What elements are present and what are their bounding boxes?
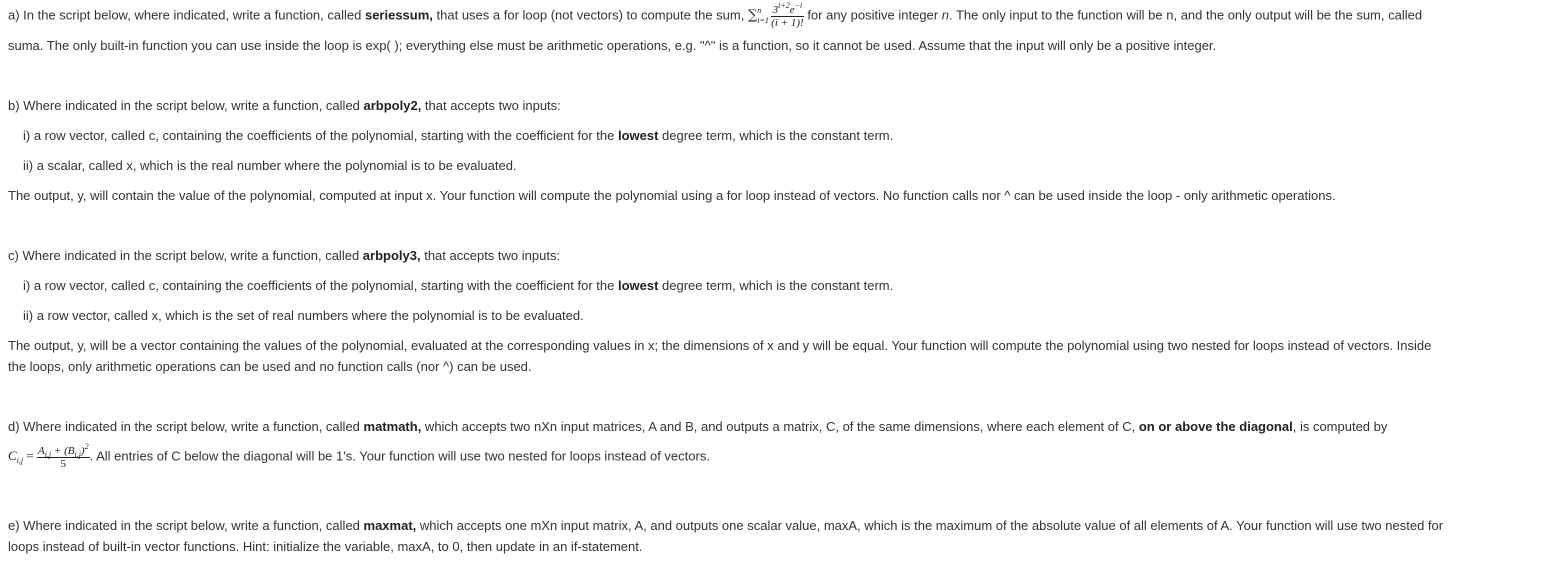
part-e-function-name: maxmat, (363, 518, 417, 533)
part-a-line-2: suma. The only built-in function you can use inside the loop is exp( ); everything else must be arithmetic operations, e.g. "^" is a function, so it cannot be used. Assume that the input will only be a positive integer. (8, 38, 1217, 53)
sigma-symbol: ∑ (747, 8, 758, 24)
series-fraction (771, 1, 804, 29)
part-a-function-name: seriessum, (364, 7, 433, 23)
sum-upper-limit: n (757, 6, 762, 15)
part-c-input-ii: ii) a row vector, called x, which is the set of real numbers where the polynomial is to be evaluated. (23, 308, 584, 323)
matmath-denominator: 5 (60, 458, 67, 470)
matmath-formula: $C_{i,j}$ = $\frac{A_{i,j} + (B_{i,j})^2}{5}$ (8, 442, 89, 470)
part-d-line-2 (8, 442, 710, 470)
part-b-input-i: i) a row vector, called c, containing the coefficients of the polynomial, starting with the coefficient for the lowest degree term, which is the constant term. (23, 128, 894, 143)
part-e-line-2: loops instead of built-in vector functions. Hint: initialize the variable, maxA, to 0, then update in an if-statement. (8, 539, 643, 554)
part-d-function-name: matmath, (363, 419, 422, 434)
part-a-intro: a) In the script below, where indicated, write a function, called (8, 7, 365, 23)
matmath-fraction (37, 442, 90, 470)
part-c-input-i: i) a row vector, called c, containing the coefficients of the polynomial, starting with the coefficient for the lowest degree term, which is the constant term. (23, 278, 894, 293)
sum-lower-limit: i=1 (757, 16, 769, 25)
part-d-line-1: d) Where indicated in the script below, write a function, called matmath, which accepts two nXn input matrices, A and B, and outputs a matrix, C, of the same dimensions, where each element of C, on or above the diagonal, is computed by (8, 419, 1388, 434)
part-b-output: The output, y, will contain the value of the polynomial, computed at input x. Your function will compute the polynomial using a for loop instead of vectors. No function calls nor ^ can be used inside the loop - only arithmetic operations. (8, 188, 1336, 203)
part-b-input-ii: ii) a scalar, called x, which is the real number where the polynomial is to be evaluated. (23, 158, 517, 173)
part-e-line-1: e) Where indicated in the script below, write a function, called maxmat, which accepts one mXn input matrix, A, and outputs one scalar value, maxA, which is the maximum of the absolute value of all elements of A. Your function will use two nested for (8, 518, 1444, 533)
part-a-mid: that uses a for loop (not vectors) to compute the sum, (432, 7, 748, 23)
part-c-line-1: c) Where indicated in the script below, write a function, called arbpoly3, that accepts two inputs: (8, 248, 561, 263)
matmath-numerator: $A_{i,j} + (B_{i,j})^2$ (37, 442, 89, 459)
part-b-line-1: b) Where indicated in the script below, write a function, called arbpoly2, that accepts two inputs: (8, 98, 561, 113)
part-c-output-1: The output, y, will be a vector containing the values of the polynomial, evaluated at the corresponding values in x; the dimensions of x and y will be equal. Your function will compute the polynomial using two nested for loops instead of vectors. Inside (8, 338, 1432, 353)
sum-limits (757, 6, 771, 27)
series-formula (747, 1, 804, 29)
part-a-post: for any positive integer (803, 7, 942, 23)
part-c-function-name: arbpoly3, (362, 248, 421, 263)
part-a-end: . The only input to the function will be n, and the only output will be the sum, called (948, 7, 1423, 23)
part-b-function-name: arbpoly2, (363, 98, 422, 113)
series-numerator: $3^{i+2}e^{-i}$ (772, 1, 803, 16)
n-variable: n (941, 7, 949, 23)
part-a-line-1 (8, 1, 1423, 29)
series-denominator: (i + 1)! (771, 17, 804, 29)
part-c-output-2: the loops, only arithmetic operations can be used and no function calls (nor ^) can be used. (8, 359, 532, 374)
part-d-line-2-text: . All entries of C below the diagonal will be 1's. Your function will use two nested for loops instead of vectors. (89, 448, 710, 464)
